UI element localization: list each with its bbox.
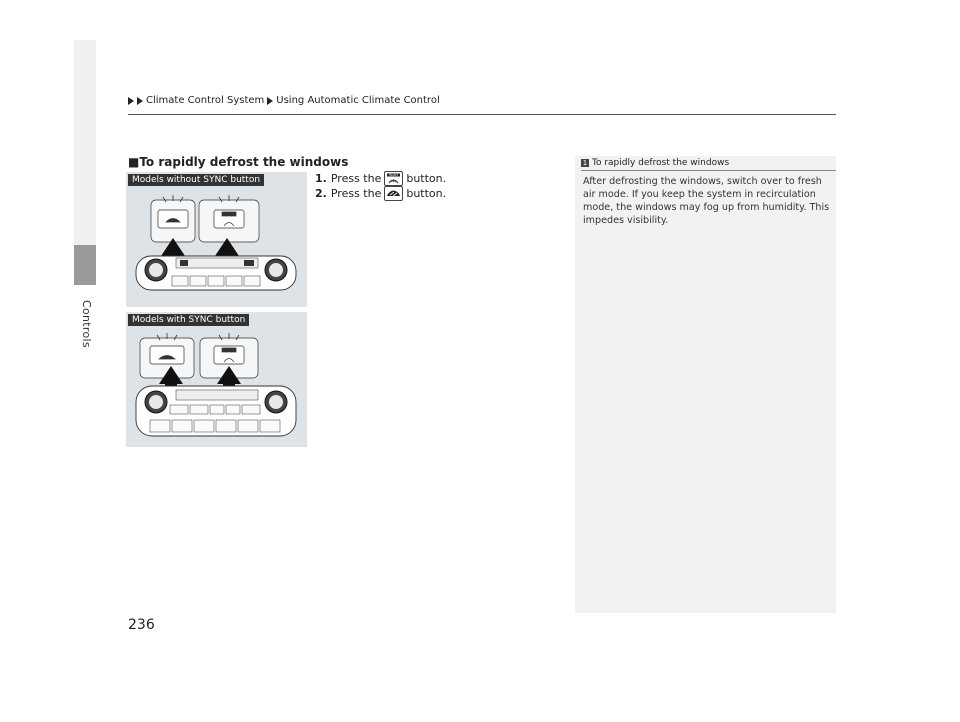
note-rule [581,170,836,171]
step-number: 1. [315,172,327,185]
figure-with-sync [126,312,307,447]
airflow-defrost-icon [384,186,403,201]
breadcrumb-item[interactable]: Climate Control System [146,95,265,106]
side-strip [74,40,96,245]
section-heading: ■To rapidly defrost the windows [128,155,349,169]
header-rule [128,114,836,115]
section-label: Controls [80,300,93,348]
breadcrumb-arrow-icon [137,97,143,105]
step-text: button. [406,172,447,185]
note-title [581,158,729,168]
step-text: button. [406,187,447,200]
control-panel-illustration [126,312,307,447]
step-item [315,171,446,186]
page-number: 236 [128,617,155,633]
steps-list [315,171,446,201]
breadcrumb-item[interactable]: Using Automatic Climate Control [276,95,440,106]
note-reference-icon: 1 [582,159,588,167]
note-title-text: To rapidly defrost the windows [592,158,730,168]
step-text: Press the [330,172,382,185]
breadcrumb [128,95,440,106]
figure-label: Models with SYNC button [128,314,249,326]
step-number: 2. [315,187,327,200]
figure-label: Models without SYNC button [128,174,264,186]
figure-without-sync [126,172,307,307]
side-note [575,156,836,613]
step-text: Press the [330,187,382,200]
section-tab [74,245,96,285]
control-panel-illustration [126,172,307,307]
breadcrumb-arrow-icon [128,97,134,105]
note-body: After defrosting the windows, switch over to fresh air mode. If you keep the system in recirculation mode, the windows may fog up from humidity. This impedes visibility. [583,176,830,226]
step-item [315,186,446,201]
svg-text:FRONT: FRONT [389,174,399,178]
front-defrost-icon [384,171,403,186]
breadcrumb-arrow-icon [267,97,273,105]
